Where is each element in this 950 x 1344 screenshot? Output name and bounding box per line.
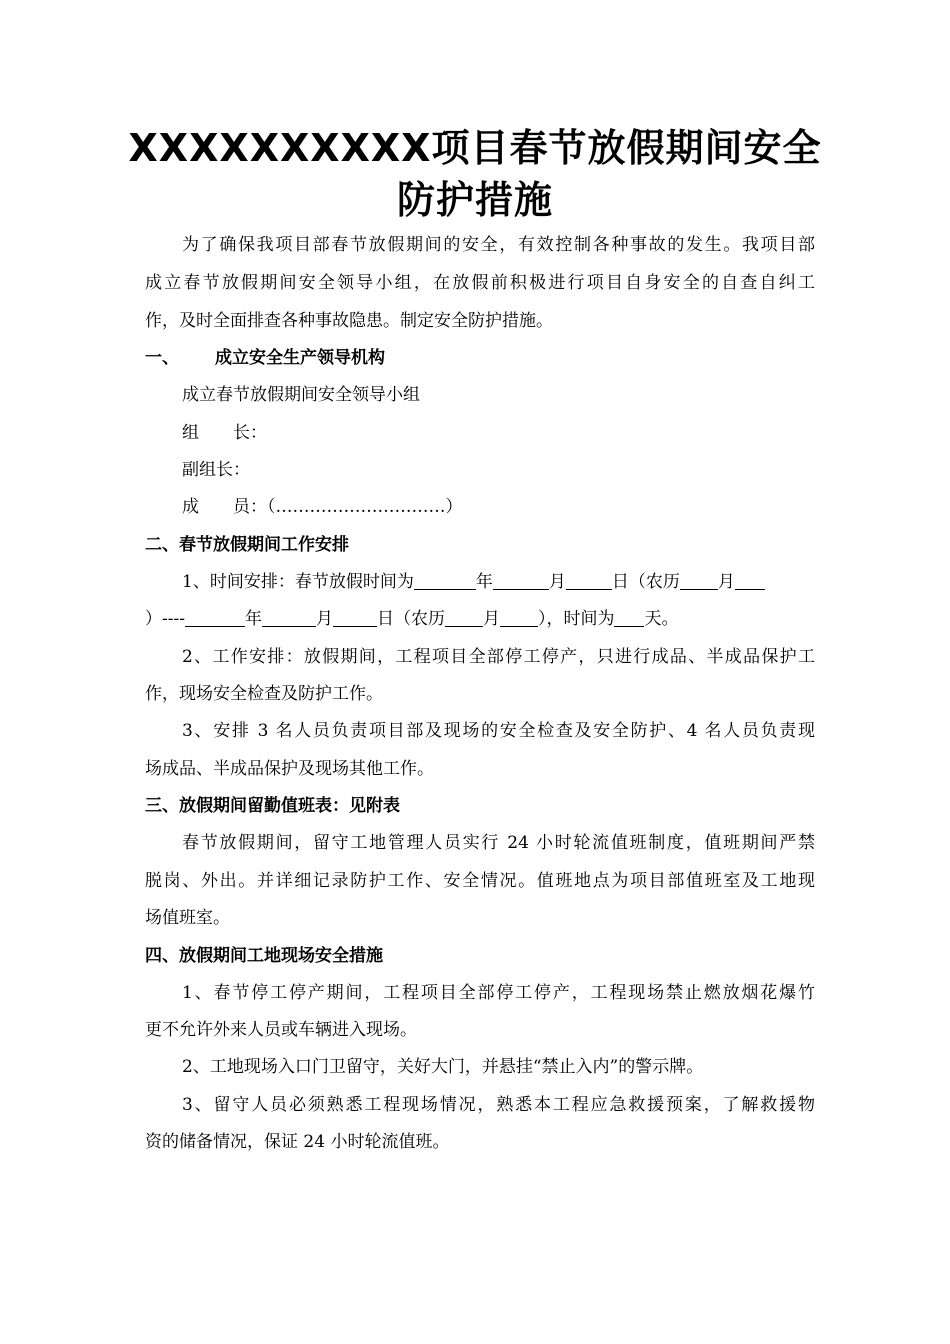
year-label-2: 年 <box>244 609 262 629</box>
group-leader-label-part-1: 组 <box>182 423 199 443</box>
blank-end-year <box>185 608 245 627</box>
group-leader-label <box>182 421 815 445</box>
duration-label: ），时间为 <box>537 609 615 629</box>
blank-end-lunar-month <box>445 608 483 627</box>
site-measure-2: 2、工地现场入口门卫留守，关好大门，并悬挂“禁止入内”的警示牌。 <box>182 1057 704 1077</box>
date-range-dash: ）---- <box>145 609 185 629</box>
intro-line-1: 为了确保我项目部春节放假期间的安全，有效控制各种事故的发生。我项目部 <box>182 235 815 255</box>
group-leader-label-part-2: 长： <box>233 423 267 443</box>
staff-arrangement-line-1: 3、安排 3 名人员负责项目部及现场的安全检查及安全防护、4 名人员负责现 <box>182 721 815 741</box>
intro-line-2: 成立春节放假期间安全领导小组，在放假前积极进行项目自身安全的自查自纠工 <box>145 273 815 293</box>
blank-start-year <box>414 571 476 590</box>
document-title-line-2: 防护措施 <box>396 178 553 222</box>
duty-line-3: 场值班室。 <box>145 908 230 928</box>
section-1-heading <box>145 346 815 370</box>
section-3-heading: 三、放假期间留勤值班表：见附表 <box>145 796 400 816</box>
blank-lunar-month <box>680 571 718 590</box>
site-measure-3-line-2: 资的储备情况，保证 24 小时轮流值班。 <box>145 1132 450 1152</box>
members-value: （…………………………） <box>267 497 463 517</box>
blank-start-month <box>493 571 549 590</box>
document-title-line-1: XXXXXXXXXX项目春节放假期间安全 <box>128 126 822 170</box>
lunar-month-label: 月 <box>717 572 735 592</box>
blank-end-day <box>333 608 377 627</box>
work-arrangement-line-1: 2、工作安排：放假期间，工程项目全部停工停产，只进行成品、半成品保护工 <box>182 647 815 667</box>
blank-lunar-day <box>735 571 765 590</box>
time-arrangement-prefix: 1、时间安排：春节放假时间为 <box>182 572 414 592</box>
blank-end-month <box>262 608 316 627</box>
month-label-2: 月 <box>315 609 333 629</box>
section-4-heading: 四、放假期间工地现场安全措施 <box>145 946 383 966</box>
time-arrangement-line-1 <box>182 570 815 594</box>
blank-days <box>614 608 644 627</box>
time-arrangement-line-2 <box>145 607 815 631</box>
site-measure-1-line-2: 更不允许外来人员或车辆进入现场。 <box>145 1020 417 1040</box>
members-line <box>182 495 815 519</box>
duty-line-1: 春节放假期间，留守工地管理人员实行 24 小时轮流值班制度，值班期间严禁 <box>182 833 815 853</box>
month-label: 月 <box>548 572 566 592</box>
site-measure-1-line-1: 1、春节停工停产期间，工程项目全部停工停产，工程现场禁止燃放烟花爆竹 <box>182 983 815 1003</box>
year-label: 年 <box>475 572 493 592</box>
deputy-leader-label: 副组长： <box>182 460 250 480</box>
members-label-part-1: 成 <box>182 497 199 517</box>
blank-end-lunar-day <box>500 608 538 627</box>
lunar-month-label-2: 月 <box>482 609 500 629</box>
section-2-heading: 二、春节放假期间工作安排 <box>145 535 349 555</box>
members-label-part-2: 员： <box>233 497 267 517</box>
site-measure-3-line-1: 3、留守人员必须熟悉工程现场情况，熟悉本工程应急救援预案，了解救援物 <box>182 1095 815 1115</box>
work-arrangement-line-2: 作，现场安全检查及防护工作。 <box>145 684 383 704</box>
section-1-title: 成立安全生产领导机构 <box>215 348 385 368</box>
lunar-label-2: 日（农历 <box>376 609 445 629</box>
section-1-number: 一、 <box>145 348 179 368</box>
staff-arrangement-line-2: 场成品、半成品保护及现场其他工作。 <box>145 759 434 779</box>
days-label: 天。 <box>644 609 679 629</box>
leadership-group-name: 成立春节放假期间安全领导小组 <box>182 385 420 405</box>
lunar-label: 日（农历 <box>611 572 680 592</box>
blank-start-day <box>566 571 612 590</box>
intro-line-3: 作，及时全面排查各种事故隐患。制定安全防护措施。 <box>145 311 553 331</box>
duty-line-2: 脱岗、外出。并详细记录防护工作、安全情况。值班地点为项目部值班室及工地现 <box>145 871 815 891</box>
